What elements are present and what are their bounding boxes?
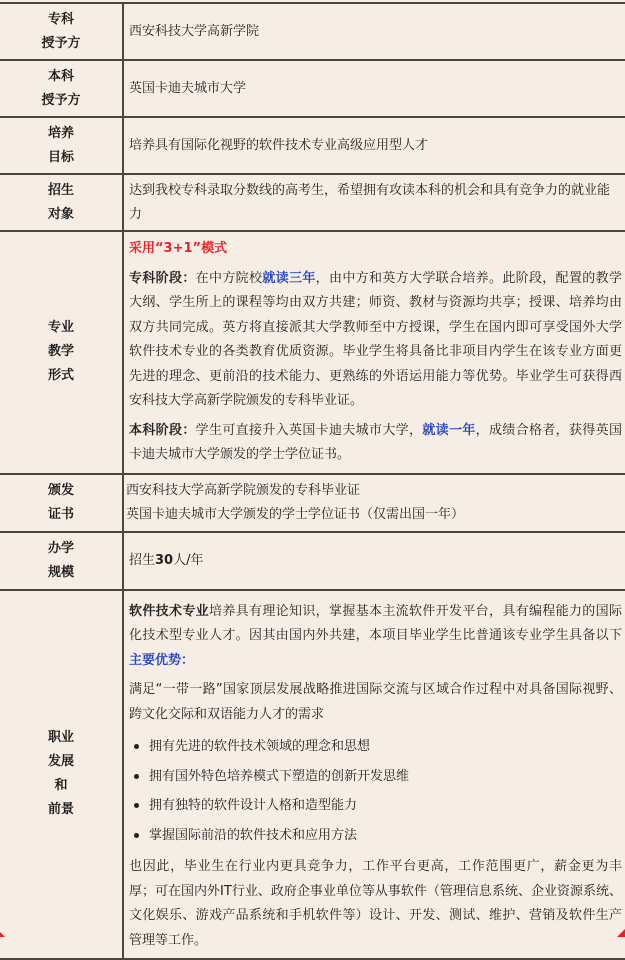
label-line: 授予方 bbox=[41, 35, 81, 51]
row-label bbox=[0, 532, 123, 590]
row-diploma-issuer bbox=[0, 3, 625, 60]
label-line: 规模 bbox=[47, 564, 74, 580]
content-text: 达到我校专科录取分数线的高考生，希望拥有攻读本科的机会和具有竞争力的就业能力 bbox=[129, 182, 611, 222]
row-career-prospects bbox=[0, 590, 625, 960]
stage-associate bbox=[129, 267, 622, 414]
label-line: 发展 bbox=[47, 754, 74, 770]
row-label bbox=[0, 174, 123, 231]
stage-duration: 就读一年 bbox=[422, 422, 476, 438]
stage-text: ，成绩合格者，获得英国卡迪夫城市大学颁发的学士学位证书。 bbox=[129, 422, 622, 462]
label-line: 证书 bbox=[47, 506, 74, 522]
stage-text: 在中方院校 bbox=[195, 270, 263, 286]
row-enrollment-target bbox=[0, 174, 625, 231]
label-line: 专科 bbox=[47, 11, 74, 27]
row-content bbox=[123, 60, 625, 117]
row-certificates bbox=[0, 474, 625, 532]
label-line: 本科 bbox=[47, 68, 74, 84]
scale-text: 人/年 bbox=[173, 552, 204, 568]
demand-text: 满足“一带一路”国家顶层发展战略推进国际交流与区域合作过程中对具备国际视野、跨文化交际和双语能力人才的需求 bbox=[129, 682, 622, 722]
label-line: 办学 bbox=[47, 540, 74, 556]
certificate-line: 英国卡迪夫城市大学颁发的学士学位证书（仅需出国一年） bbox=[126, 506, 465, 522]
label-line: 对象 bbox=[47, 206, 74, 222]
stage-bachelor bbox=[129, 419, 622, 468]
list-item: 拥有独特的软件设计人格和造型能力 bbox=[129, 791, 622, 821]
list-item: 拥有国外特色培养模式下塑造的创新开发思维 bbox=[129, 762, 622, 792]
label-line: 职业 bbox=[47, 730, 74, 746]
scale-number: 30 bbox=[155, 552, 174, 568]
advantages-heading: 主要优势： bbox=[129, 652, 195, 668]
career-intro bbox=[129, 600, 622, 674]
row-label bbox=[0, 117, 123, 174]
row-label bbox=[0, 474, 123, 532]
row-content bbox=[123, 590, 625, 960]
row-label bbox=[0, 231, 123, 474]
major-name: 软件技术专业 bbox=[129, 603, 209, 619]
label-line: 教学 bbox=[47, 344, 74, 360]
conclusion-text: 也因此，毕业生在行业内更具竞争力，工作平台更高，工作范围更广，薪金更为丰厚；可在国内外IT行业、政府企事业单位等从事软件（管理信息系统、企业资源系统、文化娱乐、游戏产品系统和手机软件等）设计、开发、测试、维护、营销及软件生产管理等工作。 bbox=[129, 859, 622, 948]
certificate-line: 西安科技大学高新学院颁发的专科毕业证 bbox=[126, 482, 361, 498]
intro-text: 培养具有理论知识，掌握基本主流软件开发平台，具有编程能力的国际化技术型专业人才。因其由国内外共建，本项目毕业学生比普通该专业学生具备以下 bbox=[129, 603, 622, 643]
label-line: 培养 bbox=[47, 125, 74, 141]
corner-decoration bbox=[0, 932, 5, 937]
row-label bbox=[0, 3, 123, 60]
row-training-goal bbox=[0, 117, 625, 174]
label-line: 目标 bbox=[47, 149, 74, 165]
advantages-list bbox=[129, 732, 622, 850]
content-text: 英国卡迪夫城市大学 bbox=[129, 80, 247, 96]
label-line: 招生 bbox=[47, 182, 74, 198]
program-info-table bbox=[0, 2, 625, 960]
stage-text: 学生可直接升入英国卡迪夫城市大学， bbox=[195, 422, 423, 438]
label-line: 形式 bbox=[47, 368, 74, 384]
label-line: 和 bbox=[54, 778, 68, 794]
row-content bbox=[123, 231, 625, 474]
row-scale bbox=[0, 532, 625, 590]
row-content bbox=[123, 474, 625, 532]
label-line: 颁发 bbox=[47, 482, 74, 498]
label-line: 授予方 bbox=[41, 92, 81, 108]
stage-title: 本科阶段： bbox=[129, 422, 196, 438]
scale-text: 招生 bbox=[129, 552, 156, 568]
row-degree-issuer bbox=[0, 60, 625, 117]
label-line: 专业 bbox=[47, 320, 74, 336]
content-text: 培养具有国际化视野的软件技术专业高级应用型人才 bbox=[129, 137, 429, 153]
row-label bbox=[0, 60, 123, 117]
row-teaching-mode bbox=[0, 231, 625, 474]
list-item: 掌握国际前沿的软件技术和应用方法 bbox=[129, 821, 622, 851]
stage-title: 专科阶段： bbox=[129, 270, 196, 286]
row-content bbox=[123, 174, 625, 231]
row-label bbox=[0, 590, 123, 960]
label-line: 前景 bbox=[47, 802, 74, 818]
row-content bbox=[123, 532, 625, 590]
corner-decoration bbox=[617, 929, 625, 937]
content-text: 西安科技大学高新学院 bbox=[129, 23, 260, 39]
stage-text: ，由中方和英方大学联合培养。此阶段，配置的教学大纲、学生所上的课程等均由双方共建；师资、教材与资源均共享；授课、培养均由双方共同完成。英方将直接派其大学教师至中方授课，学生在国内即可享受国外大学软件技术专业的各类教育优质资源。毕业学生将具备比非项目内学生在该专业方面更先进的理念、更前沿的技术能力、更熟练的外语运用能力等优势。毕业学生可获得西安科技大学高新学院颁发的专科毕业证。 bbox=[129, 270, 622, 408]
list-item: 拥有先进的软件技术领域的理念和思想 bbox=[129, 732, 622, 762]
row-content bbox=[123, 117, 625, 174]
mode-title: 采用“3+1”模式 bbox=[129, 241, 228, 256]
stage-duration: 就读三年 bbox=[262, 270, 316, 286]
row-content bbox=[123, 3, 625, 60]
